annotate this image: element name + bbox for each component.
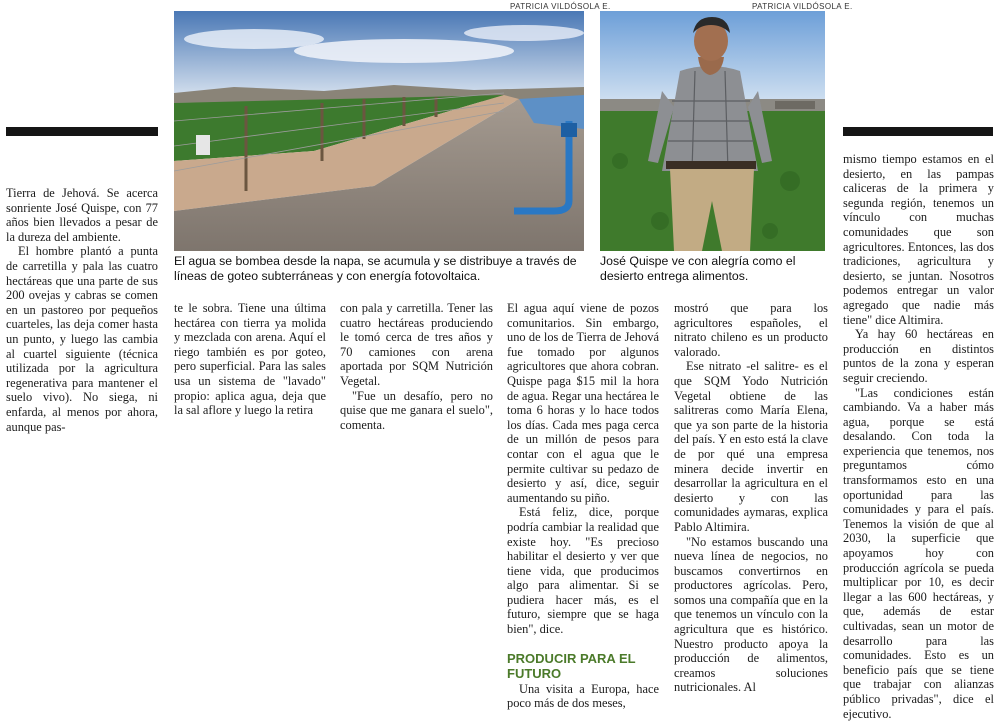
article-column-2 <box>174 301 326 418</box>
paragraph: "Las condiciones están cambiando. Va a haber más agua, porque se está desalando. Con toda la experiencia que tenemos, nos preguntamos cómo transformamos esto en una oportunidad para las comunidades y para el país. Tenemos la visión de que al 2030, la superficie que apoyamos hoy con producción agrícola se pueda multiplicar por 10, es decir llegar a las 600 hectáreas, y que, además de estar cultivadas, sean un motor de desarrollo para las comunidades. Esto es un beneficio país que se tiene que trabajar con alianzas público privadas", dice el ejecutivo. <box>843 386 994 721</box>
paragraph: Ya hay 60 hectáreas en producción en distintos puntos de la zona y esperan seguir creciendo. <box>843 327 994 385</box>
paragraph: El agua aquí viene de pozos comunitarios. Sin embargo, uno de los de Tierra de Jehová fue tomado por algunos agricultores que ahora cobran. Quispe paga $15 mil la hora de agua. Regar una hectárea le toma 6 horas y lo hace todos los días. Cada mes paga cerca de un millón de pesos para contar con el agua que le permite cultivar su pedazo de desierto y así, dice, seguir aumentando su piño. <box>507 301 659 505</box>
article-column-4 <box>507 301 659 711</box>
article-column-5 <box>674 301 828 695</box>
paragraph: con pala y carretilla. Tener las cuatro hectáreas produciendo le tomó cerca de tres años y 70 camiones con arena aportada por SQM Nutrición Vegetal. <box>340 301 493 389</box>
article-column-3 <box>340 301 493 432</box>
paragraph: Tierra de Jehová. Se acerca sonriente José Quispe, con 77 años bien llevados a pesar de la dureza del ambiente. <box>6 186 158 244</box>
paragraph: "Fue un desafío, pero no quise que me ganara el suelo", comenta. <box>340 389 493 433</box>
paragraph: "No estamos buscando una nueva línea de negocios, no buscamos convertirnos en productores agrícolas. Pero, somos una compañía que en la que tenemos un vínculo con la agricultura que es histórico. Nuestro producto apoya la producción de alimentos, creamos soluciones nutricionales. Al <box>674 535 828 696</box>
section-rule-right <box>843 127 993 136</box>
section-rule-left <box>6 127 158 136</box>
paragraph: Está feliz, dice, porque podría cambiar la realidad que existe hoy. "Es precioso habilitar el desierto y ver que tiene vida, que producimos algo para alimentar. Si se pudiera hacer más, es el futuro, siempre que se haga bien", dice. <box>507 505 659 636</box>
section-subheading: PRODUCIR PARA EL FUTURO <box>507 651 659 681</box>
jose-quispe-portrait-photo <box>600 11 825 251</box>
photo-credit-portrait: PATRICIA VILDÓSOLA E. <box>752 2 853 11</box>
photo-credit-field: PATRICIA VILDÓSOLA E. <box>510 2 611 11</box>
paragraph: mostró que para los agricultores españoles, el nitrato chileno es un producto valorado. <box>674 301 828 359</box>
paragraph: te le sobra. Tiene una última hectárea con tierra ya molida y mezclada con arena. Aquí el riego también es por goteo, pero superficial. Para las sales usa un sistema de "lavado" propio: aplica agua, deja que la sal aflore y luego la retira <box>174 301 326 418</box>
article-column-1 <box>6 186 158 434</box>
paragraph: Una visita a Europa, hace poco más de dos meses, <box>507 682 659 711</box>
paragraph: El hombre plantó a punta de carretilla y pala las cuatro hectáreas que una parte de sus 200 ovejas y cabras se comen en un pastoreo por pequeños cuarteles, las deja comer hasta un punto, y luego las cambia al cuartel siguiente (técnica utilizada por la agricultura regenerativa para mantener el suelo vivo). No siega, ni enfarda, al menos por ahora, aunque pas- <box>6 244 158 434</box>
photo-caption-portrait: José Quispe ve con alegría como el desierto entrega alimentos. <box>600 254 830 284</box>
article-column-6 <box>843 152 994 721</box>
paragraph: mismo tiempo estamos en el desierto, en las pampas caliceras de la primera y segunda región, tenemos un vínculo con muchas comunidades que son agricultores. Entonces, las dos tradiciones, agricultura y desierto, se juntan. Nosotros podemos entregar un valor agregado que nadie más tiene" dice Altimira. <box>843 152 994 327</box>
photo-caption-field: El agua se bombea desde la napa, se acumula y se distribuye a través de líneas de goteo subterráneas y con energía fotovoltaica. <box>174 254 586 284</box>
irrigation-field-photo <box>174 11 584 251</box>
paragraph: Ese nitrato -el salitre- es el que SQM Yodo Nutrición Vegetal obtiene de las salitreras como María Elena, que ya son parte de la historia del país. Y en esto está la clave de por qué una empresa minera decide invertir en desarrollar la agricultura en el desierto y con las comunidades aymaras, explica Pablo Altimira. <box>674 359 828 534</box>
